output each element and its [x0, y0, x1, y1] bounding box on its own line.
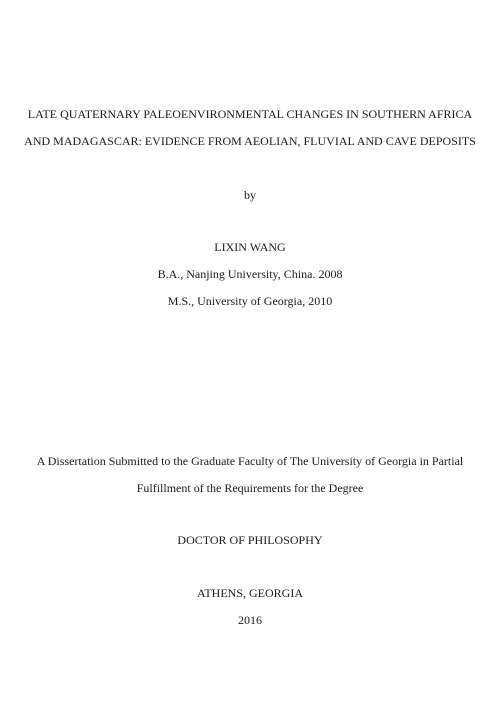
title-line-1: LATE QUATERNARY PALEOENVIRONMENTAL CHANGES IN SOUTHERN AFRICA [27, 107, 473, 121]
submission-statement-line-2: Fulfillment of the Requirements for the Degree [136, 481, 364, 495]
title-line-2: AND MADAGASCAR: EVIDENCE FROM AEOLIAN, FLUVIAL AND CAVE DEPOSITS [24, 134, 476, 148]
year: 2016 [238, 613, 262, 627]
degree-name: DOCTOR OF PHILOSOPHY [177, 533, 323, 547]
author-degree-ba: B.A., Nanjing University, China. 2008 [157, 267, 343, 281]
author-name: LIXIN WANG [214, 240, 286, 254]
submission-statement-line-1: A Dissertation Submitted to the Graduate Faculty of The University of Georgia in Partial [36, 454, 464, 468]
author-degree-ms: M.S., University of Georgia, 2010 [167, 294, 333, 308]
by-label: by [244, 188, 256, 202]
location: ATHENS, GEORGIA [197, 586, 303, 600]
